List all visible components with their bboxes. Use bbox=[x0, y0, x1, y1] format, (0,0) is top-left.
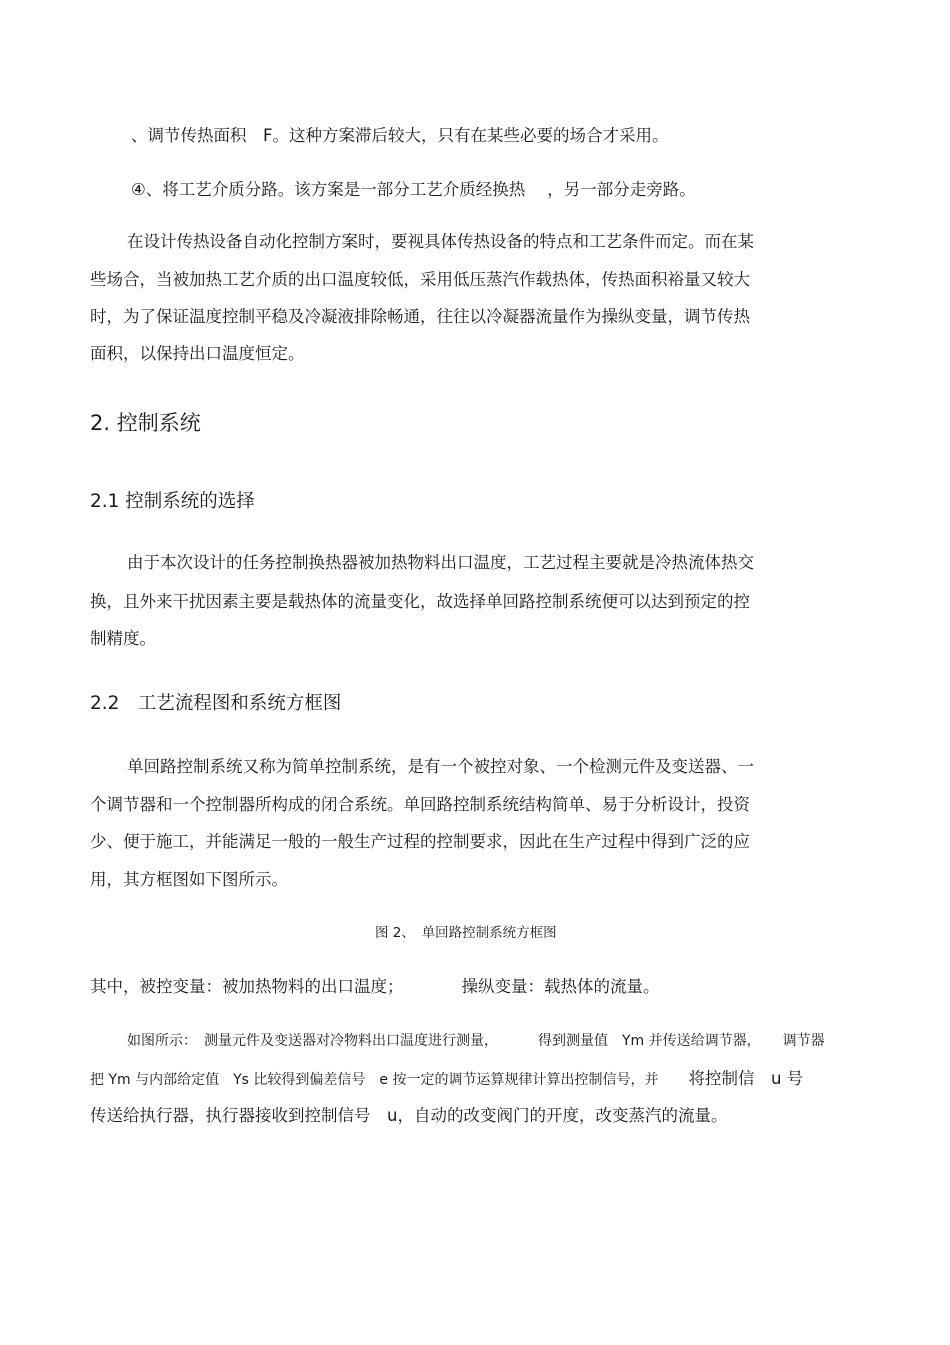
paragraph-line bbox=[127, 1032, 825, 1050]
paragraph-line bbox=[127, 553, 754, 573]
text-span: 制精度。 bbox=[90, 629, 156, 648]
text-span: 些场合，当被加热工艺介质的出口温度较低，采用低压蒸汽作载热体，传热面积裕量又较大 bbox=[90, 270, 750, 289]
paragraph-line bbox=[90, 1070, 803, 1089]
section-heading bbox=[90, 410, 201, 436]
text-span: 面积，以保持出口温度恒定。 bbox=[90, 344, 305, 363]
text-span: 由于本次设计的任务控制换热器被加热物料出口温度，工艺过程主要就是冷热流体热交 bbox=[127, 553, 754, 572]
text-span: 把 Ym 与内部给定值 Ys 比较得到偏差信号 e 按一定的调节运算规律计算出控制信号，并 bbox=[90, 1072, 659, 1088]
paragraph-line bbox=[131, 126, 669, 146]
caption-text: 图 2、 单回路控制系统方框图 bbox=[375, 925, 557, 941]
paragraph-line bbox=[90, 977, 660, 997]
heading-text: 2.2 工艺流程图和系统方框图 bbox=[90, 693, 342, 714]
text-span: 调节器 bbox=[782, 1033, 825, 1049]
paragraph-line bbox=[90, 870, 288, 890]
paragraph-line bbox=[90, 344, 305, 364]
text-span: 其中，被控变量：被加热物料的出口温度； bbox=[90, 977, 404, 996]
text-span: 操纵变量：载热体的流量。 bbox=[461, 977, 660, 996]
text-span: 时，为了保证温度控制平稳及冷凝液排除畅通，往往以冷凝器流量作为操纵变量，调节传热 bbox=[90, 307, 750, 326]
paragraph-line bbox=[90, 270, 750, 290]
text-span: 换，且外来干扰因素主要是载热体的流量变化，故选择单回路控制系统便可以达到预定的控 bbox=[90, 592, 750, 611]
text-span: 、调节传热面积 F。这种方案滞后较大，只有在某些必要的场合才采用。 bbox=[131, 126, 669, 145]
text-span: 在设计传热设备自动化控制方案时，要视具体传热设备的特点和工艺条件而定。而在某 bbox=[127, 232, 754, 251]
heading-text: 2. 控制系统 bbox=[90, 411, 201, 435]
subsection-heading bbox=[90, 490, 255, 514]
paragraph-line bbox=[131, 180, 696, 200]
text-span: 得到测量值 Ym 并传送给调节器， bbox=[538, 1033, 761, 1049]
paragraph-line bbox=[90, 307, 750, 327]
paragraph-line bbox=[90, 629, 156, 649]
paragraph-line bbox=[90, 592, 750, 612]
text-span: 将控制信 u 号 bbox=[688, 1069, 804, 1088]
text-span: 如图所示： 测量元件及变送器对冷物料出口温度进行测量， bbox=[127, 1033, 498, 1049]
paragraph-line bbox=[90, 795, 750, 815]
figure-caption bbox=[375, 924, 557, 942]
text-span: ，另一部分走旁路。 bbox=[547, 180, 696, 199]
text-span: 传送给执行器，执行器接收到控制信号 u，自动的改变阀门的开度，改变蒸汽的流量。 bbox=[90, 1106, 728, 1125]
text-span: 单回路控制系统又称为简单控制系统，是有一个被控对象、一个检测元件及变送器、一 bbox=[127, 757, 754, 776]
text-span: 用，其方框图如下图所示。 bbox=[90, 870, 288, 889]
paragraph-line bbox=[90, 832, 750, 852]
text-span: 少、便于施工，并能满足一般的一般生产过程的控制要求，因此在生产过程中得到广泛的应 bbox=[90, 832, 750, 851]
paragraph-line bbox=[127, 757, 754, 777]
subsection-heading bbox=[90, 692, 341, 716]
paragraph-line bbox=[90, 1106, 727, 1126]
text-span: 个调节器和一个控制器所构成的闭合系统。单回路控制系统结构简单、易于分析设计，投资 bbox=[90, 795, 750, 814]
heading-text: 2.1 控制系统的选择 bbox=[90, 491, 255, 512]
paragraph-line bbox=[127, 232, 754, 252]
text-span: ④、将工艺介质分路。该方案是一部分工艺介质经换热 bbox=[131, 180, 526, 199]
